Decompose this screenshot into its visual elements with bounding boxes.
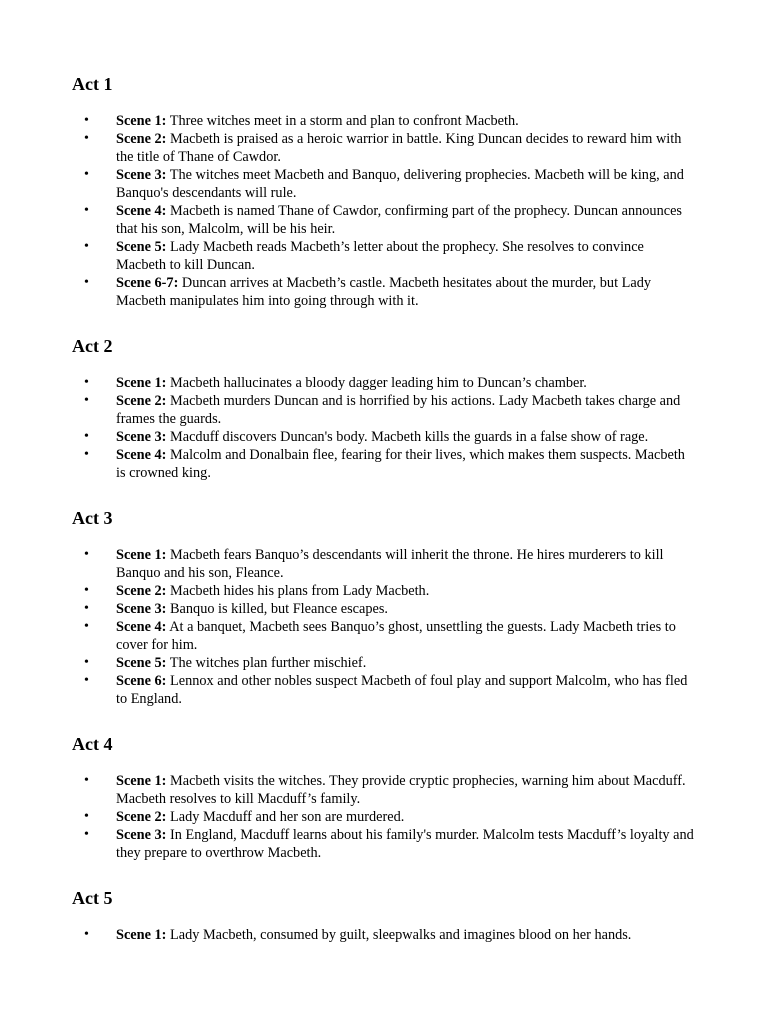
act-heading: Act 5: [72, 888, 113, 908]
scene-label: Scene 6-7:: [116, 275, 179, 291]
scene-label: Scene 5:: [116, 239, 167, 255]
bullet-icon: •: [84, 583, 89, 598]
scene-label: Scene 5:: [116, 655, 167, 671]
act-section: [72, 72, 696, 310]
bullet-icon: •: [84, 619, 89, 634]
scene-text: Malcolm and Donalbain flee, fearing for their lives, which makes them suspects. Macbeth is crowned king.: [116, 447, 685, 481]
bullet-icon: •: [84, 673, 89, 688]
bullet-icon: •: [84, 113, 89, 128]
scene-item: [72, 130, 696, 166]
scene-item: [72, 654, 696, 672]
bullet-icon: •: [84, 547, 89, 562]
scene-item: [72, 582, 696, 600]
bullet-icon: •: [84, 239, 89, 254]
bullet-icon: •: [84, 275, 89, 290]
bullet-icon: •: [84, 447, 89, 462]
scene-text: Macbeth hides his plans from Lady Macbeth.: [166, 583, 430, 599]
scene-item: [72, 826, 696, 862]
scene-item: [72, 808, 696, 826]
scene-item: [72, 274, 696, 310]
bullet-icon: •: [84, 167, 89, 182]
bullet-icon: •: [84, 773, 89, 788]
scene-text: Macbeth hallucinates a bloody dagger leading him to Duncan’s chamber.: [166, 375, 587, 391]
scene-text: In England, Macduff learns about his family's murder. Malcolm tests Macduff’s loyalty and they prepare to overthrow Macbeth.: [116, 827, 694, 861]
act-heading: Act 3: [72, 508, 113, 528]
scene-label: Scene 1:: [116, 375, 167, 391]
scene-text: Duncan arrives at Macbeth’s castle. Macbeth hesitates about the murder, but Lady Macbeth manipulates him into going through with it.: [116, 275, 651, 309]
scene-text: Macbeth visits the witches. They provide cryptic prophecies, warning him about Macduff. Macbeth resolves to kill Macduff’s family.: [116, 773, 686, 807]
act-heading: Act 4: [72, 734, 113, 754]
scene-text: Lady Macduff and her son are murdered.: [166, 809, 405, 825]
scene-text: Three witches meet in a storm and plan to confront Macbeth.: [166, 113, 519, 129]
scene-label: Scene 2:: [116, 393, 167, 409]
scene-item: [72, 772, 696, 808]
scene-text: Macbeth is praised as a heroic warrior in battle. King Duncan decides to reward him with the title of Thane of Cawdor.: [116, 131, 682, 165]
scene-text: Macduff discovers Duncan's body. Macbeth kills the guards in a false show of rage.: [166, 429, 649, 445]
scene-list: [72, 772, 696, 862]
scene-label: Scene 6:: [116, 673, 167, 689]
scene-item: [72, 238, 696, 274]
scene-label: Scene 3:: [116, 601, 167, 617]
bullet-icon: •: [84, 827, 89, 842]
scene-item: [72, 166, 696, 202]
scene-label: Scene 1:: [116, 773, 167, 789]
scene-list: [72, 546, 696, 708]
scene-list: [72, 374, 696, 482]
scene-label: Scene 4:: [116, 203, 167, 219]
scene-text: The witches meet Macbeth and Banquo, delivering prophecies. Macbeth will be king, and Banquo's descendants will rule.: [116, 167, 684, 201]
bullet-icon: •: [84, 809, 89, 824]
scene-item: [72, 926, 696, 944]
scene-item: [72, 374, 696, 392]
scene-item: [72, 672, 696, 708]
scene-label: Scene 1:: [116, 927, 167, 943]
scene-text: Macbeth fears Banquo’s descendants will inherit the throne. He hires murderers to kill Banquo and his son, Fleance.: [116, 547, 664, 581]
scene-text: Lady Macbeth reads Macbeth’s letter about the prophecy. She resolves to convince Macbeth to kill Duncan.: [116, 239, 644, 273]
scene-label: Scene 2:: [116, 131, 167, 147]
scene-list: [72, 926, 696, 944]
scene-label: Scene 2:: [116, 583, 167, 599]
bullet-icon: •: [84, 655, 89, 670]
scene-item: [72, 112, 696, 130]
act-heading: Act 1: [72, 74, 113, 94]
scene-text: At a banquet, Macbeth sees Banquo’s ghost, unsettling the guests. Lady Macbeth tries to cover for him.: [116, 619, 676, 653]
scene-text: Macbeth is named Thane of Cawdor, confirming part of the prophecy. Duncan announces that his son, Malcolm, will be his heir.: [116, 203, 682, 237]
scene-label: Scene 2:: [116, 809, 167, 825]
scene-text: Lennox and other nobles suspect Macbeth of foul play and support Malcolm, who has fled to England.: [116, 673, 688, 707]
scene-item: [72, 428, 696, 446]
scene-label: Scene 3:: [116, 827, 167, 843]
scene-label: Scene 3:: [116, 429, 167, 445]
act-section: [72, 732, 696, 862]
act-heading: Act 2: [72, 336, 113, 356]
bullet-icon: •: [84, 375, 89, 390]
scene-text: Macbeth murders Duncan and is horrified by his actions. Lady Macbeth takes charge and frames the guards.: [116, 393, 681, 427]
scene-text: Lady Macbeth, consumed by guilt, sleepwalks and imagines blood on her hands.: [166, 927, 632, 943]
scene-label: Scene 4:: [116, 619, 167, 635]
bullet-icon: •: [84, 429, 89, 444]
act-section: [72, 506, 696, 708]
bullet-icon: •: [84, 393, 89, 408]
scene-item: [72, 392, 696, 428]
scene-text: Banquo is killed, but Fleance escapes.: [166, 601, 388, 617]
scene-item: [72, 618, 696, 654]
bullet-icon: •: [84, 131, 89, 146]
scene-label: Scene 3:: [116, 167, 167, 183]
scene-item: [72, 600, 696, 618]
scene-item: [72, 546, 696, 582]
bullet-icon: •: [84, 927, 89, 942]
scene-list: [72, 112, 696, 310]
bullet-icon: •: [84, 601, 89, 616]
act-section: [72, 886, 696, 944]
scene-label: Scene 1:: [116, 113, 167, 129]
scene-label: Scene 1:: [116, 547, 167, 563]
act-section: [72, 334, 696, 482]
bullet-icon: •: [84, 203, 89, 218]
scene-label: Scene 4:: [116, 447, 167, 463]
scene-text: The witches plan further mischief.: [166, 655, 367, 671]
scene-item: [72, 202, 696, 238]
scene-item: [72, 446, 696, 482]
